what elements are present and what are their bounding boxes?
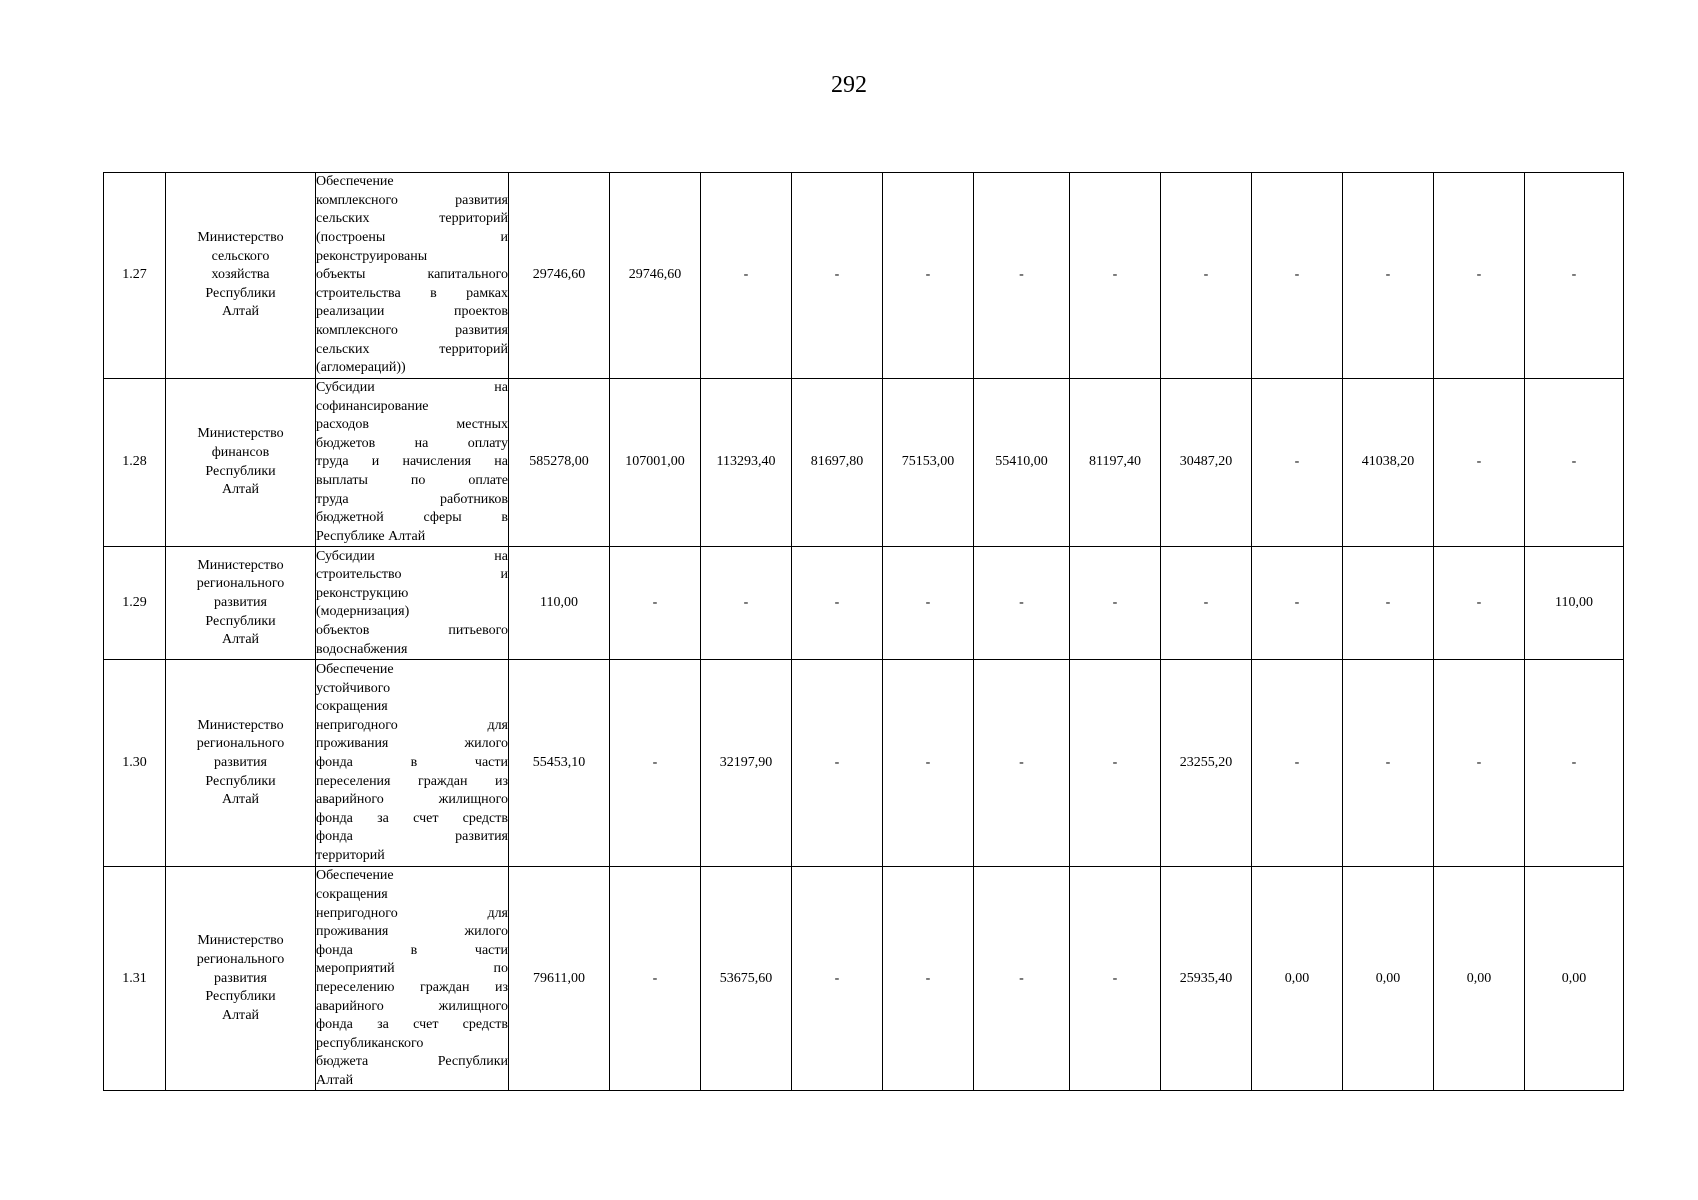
value-cell: - [883,173,974,379]
description-line: проживания жилого [316,924,508,940]
value-cell: - [1434,660,1525,867]
description-line: Обеспечение [316,174,394,190]
description-line: сокращения [316,699,388,715]
value-cell: 107001,00 [610,379,701,547]
value-cell: - [610,867,701,1091]
value-cell: 81197,40 [1070,379,1161,547]
ministry-cell [166,379,316,547]
value-cell: 0,00 [1252,867,1343,1091]
ministry-line: регионального [196,576,285,592]
description-line: республиканского [316,1035,424,1051]
value-cell: - [1434,173,1525,379]
description-line: сельских территорий [316,211,508,227]
ministry-line: регионального [196,952,285,968]
description-line: объектов питьевого [316,622,508,638]
page-number: 292 [831,72,867,98]
ministry-line: развития [214,595,267,611]
description-line: фонда за счет средств [316,1017,508,1033]
description-line: комплексного развития [316,192,508,208]
ministry-cell [166,547,316,660]
description-line: реконструированы [316,248,428,264]
description-line: непригодного для [316,905,508,921]
table-row [104,547,1624,660]
value-cell: 75153,00 [883,379,974,547]
table-row [104,660,1624,867]
ministry-line: Алтай [221,1007,260,1023]
value-cell: 110,00 [509,547,610,660]
value-cell: - [610,660,701,867]
value-cell: - [974,547,1070,660]
value-cell: 23255,20 [1161,660,1252,867]
description-line: сельских территорий [316,341,508,357]
value-cell: - [974,660,1070,867]
value-cell: 25935,40 [1161,867,1252,1091]
value-cell: 0,00 [1434,867,1525,1091]
description-line: строительство и [316,567,508,583]
ministry-line: Министерство [197,230,284,246]
description-line: (построены и [316,230,508,246]
description-line: выплаты по оплате [316,472,508,488]
value-cell: - [1525,173,1624,379]
value-cell: - [610,547,701,660]
value-cell: 79611,00 [509,867,610,1091]
table-row [104,379,1624,547]
description-line: Республике Алтай [316,528,426,544]
ministry-line: сельского [211,248,270,264]
description-line: территорий [316,848,385,864]
description-line: труда и начисления на [316,454,508,470]
ministry-line: Алтай [221,792,260,808]
description-line: фонда за счет средств [316,810,508,826]
value-cell: - [1070,173,1161,379]
value-cell: - [1252,379,1343,547]
ministry-line: Алтай [221,304,260,320]
value-cell: 41038,20 [1343,379,1434,547]
description-line: водоснабжения [316,641,408,657]
value-cell: - [1070,660,1161,867]
ministry-cell [166,173,316,379]
value-cell: 29746,60 [509,173,610,379]
description-line: (модернизация) [316,604,410,620]
value-cell: - [974,867,1070,1091]
value-cell: - [883,867,974,1091]
ministry-line: Министерство [197,933,284,949]
description-line: бюджета Республики [316,1054,508,1070]
description-cell [316,173,509,379]
table-row [104,173,1624,379]
value-cell: 55410,00 [974,379,1070,547]
value-cell: - [1434,547,1525,660]
description-line: комплексного развития [316,322,508,338]
description-line: строительства в рамках [316,285,508,301]
description-line: софинансирование [316,398,429,414]
ministry-line: финансов [211,445,270,461]
ministry-line: Республики [205,285,276,301]
value-cell: - [701,547,792,660]
value-cell: - [974,173,1070,379]
ministry-line: развития [214,755,267,771]
budget-table [103,172,1624,1091]
description-cell [316,547,509,660]
ministry-line: развития [214,970,267,986]
ministry-line: Алтай [221,632,260,648]
table-row [104,867,1624,1091]
description-line: (агломераций)) [316,360,406,376]
description-line: реализации проектов [316,304,508,320]
ministry-line: Республики [205,613,276,629]
description-line: реконструкцию [316,585,409,601]
value-cell: - [883,660,974,867]
description-line: аварийного жилищного [316,792,508,808]
description-line: Субсидии на [316,380,508,395]
description-line: бюджетов на оплату [316,435,508,451]
value-cell: - [1434,379,1525,547]
description-line: фонда в части [316,755,508,771]
description-cell [316,867,509,1091]
row-number-cell: 1.30 [104,660,166,867]
ministry-line: хозяйства [211,267,270,283]
value-cell: - [1252,660,1343,867]
ministry-line: Алтай [221,482,260,498]
description-line: сокращения [316,886,388,902]
ministry-cell [166,660,316,867]
description-line: переселения граждан из [316,773,508,789]
value-cell: - [1343,173,1434,379]
description-line: труда работников [316,491,508,507]
value-cell: 113293,40 [701,379,792,547]
ministry-line: Министерство [197,426,284,442]
value-cell: 585278,00 [509,379,610,547]
value-cell: - [1070,547,1161,660]
value-cell: 0,00 [1343,867,1434,1091]
value-cell: - [792,547,883,660]
description-line: устойчивого [316,680,391,696]
ministry-line: Республики [205,989,276,1005]
description-line: проживания жилого [316,736,508,752]
value-cell: - [1525,660,1624,867]
description-line: Алтай [316,1072,354,1088]
row-number-cell: 1.27 [104,173,166,379]
value-cell: 53675,60 [701,867,792,1091]
description-line: Обеспечение [316,868,394,884]
value-cell: 32197,90 [701,660,792,867]
value-cell: - [1252,173,1343,379]
ministry-line: Министерство [197,717,284,733]
value-cell: - [792,660,883,867]
value-cell: - [701,173,792,379]
ministry-line: Республики [205,463,276,479]
value-cell: 0,00 [1525,867,1624,1091]
value-cell: - [883,547,974,660]
value-cell: 81697,80 [792,379,883,547]
value-cell: - [1343,547,1434,660]
value-cell: - [1070,867,1161,1091]
value-cell: 110,00 [1525,547,1624,660]
description-line: непригодного для [316,717,508,733]
row-number-cell: 1.31 [104,867,166,1091]
description-line: расходов местных [316,417,508,433]
row-number-cell: 1.28 [104,379,166,547]
description-line: переселению граждан из [316,979,508,995]
ministry-cell [166,867,316,1091]
ministry-line: Республики [205,773,276,789]
description-line: Субсидии на [316,548,508,564]
description-line: фонда в части [316,942,508,958]
ministry-line: Министерство [197,557,284,573]
value-cell: - [792,173,883,379]
row-number-cell: 1.29 [104,547,166,660]
ministry-line: регионального [196,736,285,752]
value-cell: 29746,60 [610,173,701,379]
description-cell [316,660,509,867]
value-cell: 55453,10 [509,660,610,867]
description-cell [316,379,509,547]
value-cell: - [792,867,883,1091]
value-cell: - [1252,547,1343,660]
table-body [104,173,1624,1091]
description-line: объекты капитального [316,267,508,283]
description-line: бюджетной сферы в [316,510,508,526]
value-cell: - [1161,173,1252,379]
description-line: мероприятий по [316,961,508,977]
value-cell: - [1525,379,1624,547]
value-cell: - [1161,547,1252,660]
description-line: фонда развития [316,829,508,845]
value-cell: - [1343,660,1434,867]
value-cell: 30487,20 [1161,379,1252,547]
description-line: аварийного жилищного [316,998,508,1014]
description-line: Обеспечение [316,662,394,678]
